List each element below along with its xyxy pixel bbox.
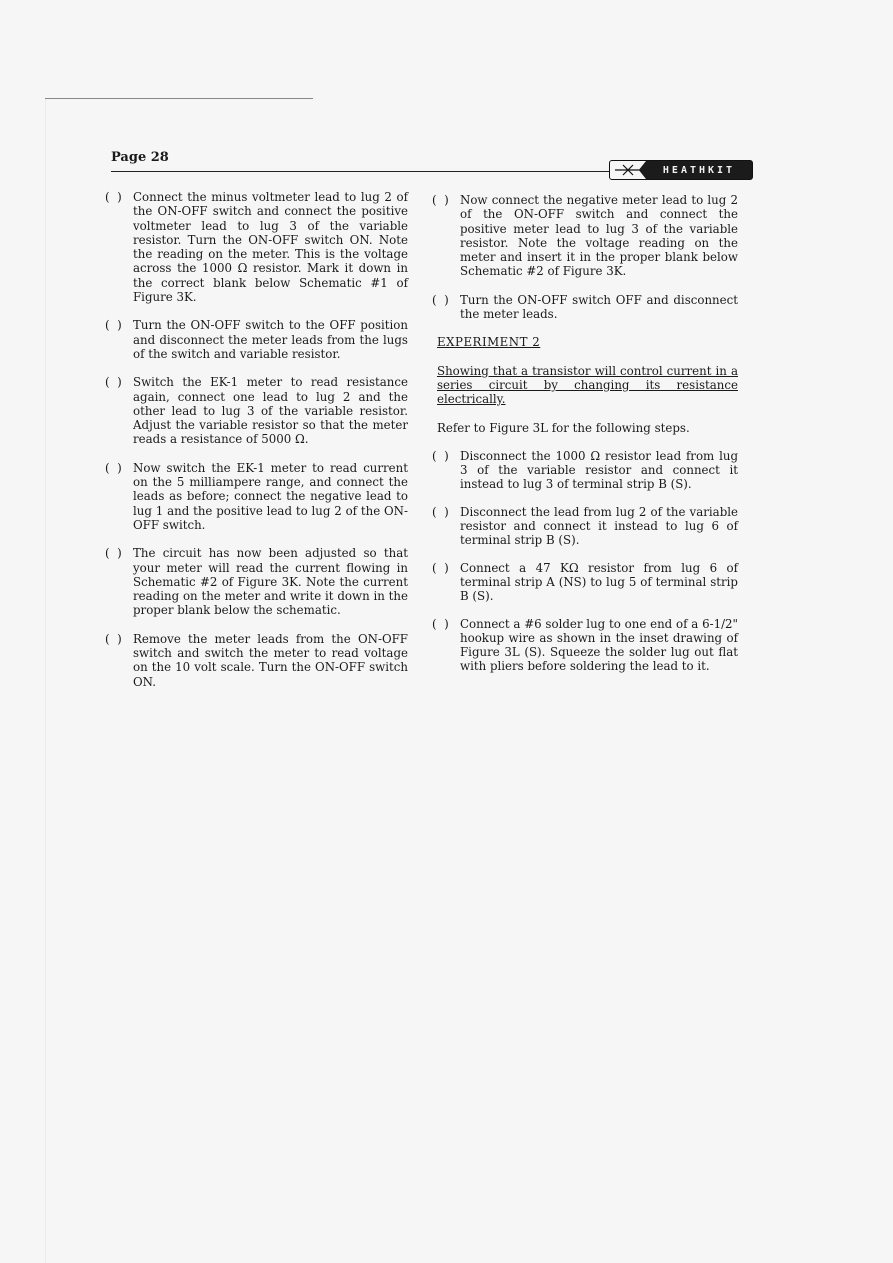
step-checkbox[interactable]: ( ) — [105, 375, 122, 390]
step-text: Disconnect the lead from lug 2 of the variable resistor and connect it instead to lug 6 of terminal strip B (S). — [460, 504, 738, 548]
step-item — [432, 193, 738, 279]
step-text: Disconnect the 1000 Ω resistor lead from lug 3 of the variable resistor and connect it instead to lug 3 of terminal strip B (S). — [460, 448, 738, 492]
step-checkbox[interactable]: ( ) — [432, 292, 449, 307]
step-checkbox[interactable]: ( ) — [432, 560, 449, 575]
left-column — [105, 190, 408, 703]
scan-top-rule — [45, 98, 313, 99]
step-text: Connect the minus voltmeter lead to lug 2 of the ON-OFF switch and connect the positive voltmeter lead to lug 3 of the variable resistor. Turn the ON-OFF switch ON. Note the reading on the meter. This is the voltage across the 1000 Ω resistor. Mark it down in the correct blank below Schematic #1 of Figure 3K. — [133, 190, 408, 305]
experiment-subtitle: Showing that a transistor will control current in a series circuit by changing its resistance electrically. — [437, 363, 738, 407]
step-checkbox[interactable]: ( ) — [105, 460, 122, 475]
right-column — [432, 193, 738, 687]
step-text: Remove the meter leads from the ON-OFF switch and switch the meter to read voltage on the 10 volt scale. Turn the ON-OFF switch ON. — [133, 631, 408, 689]
step-item — [432, 505, 738, 548]
step-text: The circuit has now been adjusted so that your meter will read the current flowing in Schematic #2 of Figure 3K. Note the current reading on the meter and write it down in the proper blank below the schematic. — [133, 546, 408, 618]
step-text: Connect a #6 solder lug to one end of a 6-1/2" hookup wire as shown in the inset drawing of Figure 3L (S). Squeeze the solder lug out flat with pliers before soldering the lead to it. — [460, 616, 738, 674]
step-item — [432, 449, 738, 492]
step-checkbox[interactable]: ( ) — [432, 193, 449, 207]
step-item — [105, 461, 408, 532]
step-text: Turn the ON-OFF switch OFF and disconnect the meter leads. — [460, 292, 738, 322]
heathkit-logo — [609, 160, 753, 180]
experiment-title: EXPERIMENT 2 — [437, 335, 541, 350]
step-checkbox[interactable]: ( ) — [105, 546, 122, 561]
step-item — [105, 375, 408, 446]
step-item — [432, 617, 738, 674]
step-text: Now connect the negative meter lead to lug 2 of the ON-OFF switch and connect the positive meter lead to lug 3 of the variable resistor. Note the voltage reading on the meter and insert it in the proper blank below Schematic #2 of Figure 3K. — [460, 193, 738, 279]
step-checkbox[interactable]: ( ) — [432, 616, 449, 631]
step-item — [432, 561, 738, 604]
header-rule — [111, 171, 611, 172]
step-checkbox[interactable]: ( ) — [432, 448, 449, 463]
logo-emblem-icon — [610, 161, 646, 179]
step-checkbox[interactable]: ( ) — [105, 631, 122, 646]
step-text: Connect a 47 KΩ resistor from lug 6 of terminal strip A (NS) to lug 5 of terminal strip B (S). — [460, 560, 738, 604]
step-checkbox[interactable]: ( ) — [432, 504, 449, 519]
page-number: Page 28 — [111, 150, 169, 165]
step-text: Now switch the EK-1 meter to read current on the 5 milliampere range, and connect the leads as before; connect the negative lead to lug 1 and the positive lead to lug 2 of the ON-OFF switch. — [133, 460, 408, 532]
step-item — [105, 318, 408, 361]
step-item — [432, 293, 738, 322]
step-item — [105, 632, 408, 689]
step-item — [105, 190, 408, 304]
step-text: Switch the EK-1 meter to read resistance again, connect one lead to lug 2 and the other lead to lug 3 of the variable resistor. Adjust the variable resistor so that the meter reads a resistance of 5000 Ω. — [133, 375, 408, 447]
step-text: Turn the ON-OFF switch to the OFF position and disconnect the meter leads from the lugs of the switch and variable resistor. — [133, 318, 408, 361]
refer-note: Refer to Figure 3L for the following steps. — [437, 420, 690, 435]
scan-page-edge — [45, 99, 46, 1263]
logo-text: HEATHKIT — [662, 164, 736, 176]
step-item — [105, 546, 408, 617]
step-checkbox[interactable]: ( ) — [105, 190, 122, 204]
step-checkbox[interactable]: ( ) — [105, 318, 122, 333]
